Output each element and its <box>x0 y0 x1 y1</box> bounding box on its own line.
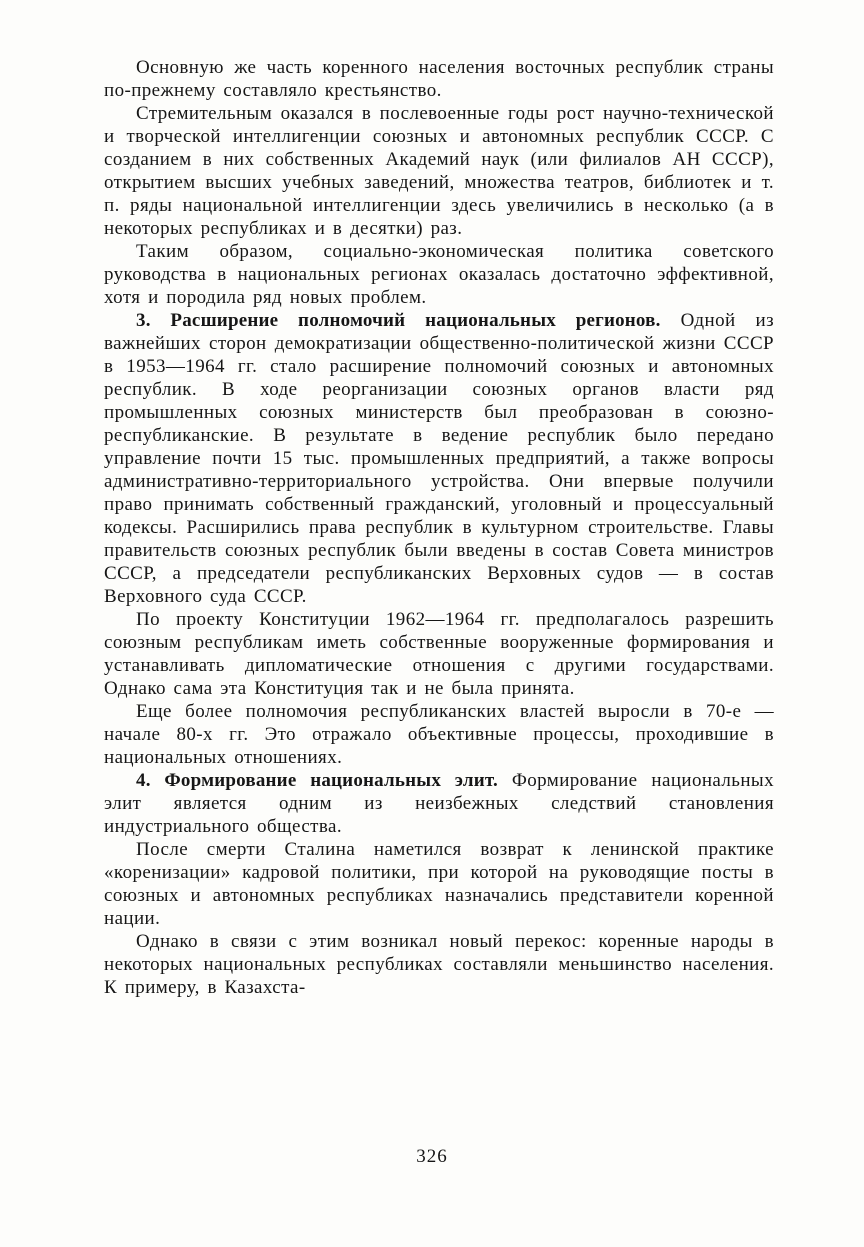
text-block <box>104 56 774 999</box>
page-number: 326 <box>416 1146 448 1167</box>
paragraph-text: После смерти Сталина наметился возврат к ленинской практике «коренизации» кадровой политики, при которой на руководящие посты в союзных и автономных республиках назначались представители коренной нации. <box>104 839 774 929</box>
paragraph <box>104 56 774 102</box>
paragraph <box>104 102 774 240</box>
paragraph <box>104 838 774 930</box>
paragraph-text: Однако в связи с этим возникал новый перекос: коренные народы в некоторых национальных республиках составляли меньшинство населения. К примеру, в Казахста- <box>104 931 774 998</box>
paragraph-text: Одной из важнейших сторон демократизации общественно-политической жизни СССР в 1953—1964 гг. стало расширение полномочий союзных и автономных республик. В ходе реорганизации союзных органов власти ряд промышленных союзных министерств был преобразован в союзно-республиканские. В результате в ведение республик было передано управление почти 15 тыс. промышленных предприятий, а также вопросы административно-территориального устройства. Они впервые получили право принимать собственный гражданский, уголовный и процессуальный кодексы. Расширились права республик в культурном строительстве. Главы правительств союзных республик были введены в состав Совета министров СССР, а председатели республиканских Верховных судов — в состав Верховного суда СССР. <box>104 310 774 607</box>
paragraph <box>104 700 774 769</box>
paragraph <box>104 240 774 309</box>
paragraph <box>104 930 774 999</box>
paragraph-text: Стремительным оказался в послевоенные годы рост научно-технической и творческой интеллигенции союзных и автономных республик СССР. С созданием в них собственных Академий наук (или филиалов АН СССР), открытием высших учебных заведений, множества театров, библиотек и т. п. ряды национальной интеллигенции здесь увеличились в несколько (а в некоторых республиках и в десятки) раз. <box>104 103 774 239</box>
section-heading: 3. Расширение полномочий национальных регионов. <box>136 310 661 331</box>
paragraph-text: Основную же часть коренного населения восточных республик страны по-прежнему составляло крестьянство. <box>104 57 774 101</box>
paragraph <box>104 608 774 700</box>
paragraph-text: Формирование национальных элит является одним из неизбежных следствий становления индустриального общества. <box>104 770 775 837</box>
section-heading: 4. Формирование национальных элит. <box>136 770 498 791</box>
paragraph <box>104 769 774 838</box>
paragraph-text: По проекту Конституции 1962—1964 гг. предполагалось разрешить союзным республикам иметь собственные вооруженные формирования и устанавливать дипломатические отношения с другими государствами. Однако сама эта Конституция так и не была принята. <box>104 609 774 699</box>
paragraph-text: Таким образом, социально-экономическая политика советского руководства в национальных регионах оказалась достаточно эффективной, хотя и породила ряд новых проблем. <box>104 241 774 308</box>
paragraph <box>104 309 774 608</box>
paragraph-text: Еще более полномочия республиканских властей выросли в 70-е — начале 80-х гг. Это отражало объективные процессы, проходившие в национальных отношениях. <box>104 701 774 768</box>
